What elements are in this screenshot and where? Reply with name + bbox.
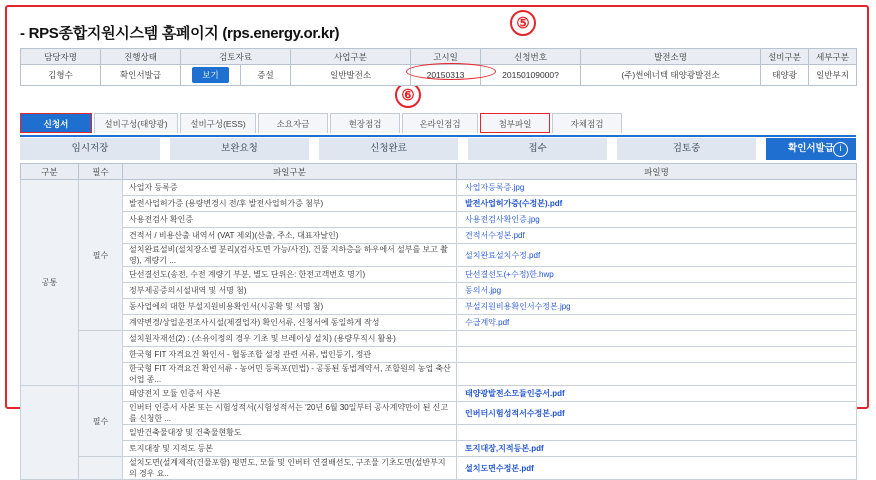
tab-application-form[interactable]: 신청서: [20, 113, 92, 133]
cell-category-common: 공통: [21, 180, 79, 386]
tab-funding[interactable]: 소요자금: [258, 113, 328, 133]
cell-file-name[interactable]: [457, 196, 857, 212]
table-row: [21, 347, 857, 363]
tab-bar: [20, 113, 856, 137]
cell-file-type: 사용전검사 확인증: [123, 212, 457, 228]
th-plant-name: 발전소명: [581, 49, 761, 65]
progress-arrow-2: [309, 138, 319, 160]
file-link[interactable]: 설치도면수정본.pdf: [465, 463, 534, 473]
td-plant-name: (주)썬에너텍 태양광발전소: [581, 65, 761, 86]
cell-file-name[interactable]: [457, 347, 857, 363]
cell-file-name[interactable]: [457, 283, 857, 299]
cell-file-type: 토지대장 및 지적도 등본: [123, 441, 457, 457]
progress-step-temp-save: 임시저장: [20, 138, 160, 160]
th-manager: 담당자명: [21, 49, 101, 65]
table-row: [21, 196, 857, 212]
cell-file-name[interactable]: [457, 244, 857, 267]
th-file-name: 파일명: [457, 164, 857, 180]
cell-file-type: 발전사업허가증 (용량변경시 전/후 발전사업허가증 첨부): [123, 196, 457, 212]
table-row: [21, 441, 857, 457]
cell-file-type: 인버터 인증서 사본 또는 시험성적서(시험성적서는 '20년 6월 30일부터 공사계약만이 된 신고를 신청한 ...: [123, 402, 457, 425]
td-review-doc[interactable]: [181, 65, 241, 86]
tab-facility-solar[interactable]: 설비구성(태양광): [94, 113, 178, 133]
cell-file-name[interactable]: [457, 299, 857, 315]
progress-step-reviewing: 검토중: [617, 138, 756, 160]
table-row: [21, 244, 857, 267]
application-no-highlight: [406, 63, 496, 80]
table-row: [21, 425, 857, 441]
td-detail-type: 일반부지: [809, 65, 857, 86]
table-row: [21, 331, 857, 347]
cell-file-name[interactable]: [457, 441, 857, 457]
file-link[interactable]: 발전사업허가증(수정본).pdf: [465, 199, 563, 208]
step-marker-6: ⑥: [395, 82, 421, 108]
tab-facility-ess[interactable]: 설비구성(ESS): [180, 113, 256, 133]
cell-file-name[interactable]: [457, 212, 857, 228]
file-link[interactable]: 인버터시험성적서수정본.pdf: [465, 408, 565, 418]
cell-required-3: 필수: [79, 386, 123, 457]
progress-step-received: 접수: [468, 138, 607, 160]
file-header-row: [21, 164, 857, 180]
table-row: [21, 315, 857, 331]
cell-category-blank: [21, 386, 79, 480]
table-row: [21, 180, 857, 196]
table-row: [21, 228, 857, 244]
table-row: [21, 457, 857, 480]
tab-self-inspection[interactable]: 자체점검: [552, 113, 622, 133]
td-notice-date: 20150313: [411, 65, 481, 86]
table-row: [21, 283, 857, 299]
tab-attachments[interactable]: 첨부파일: [480, 113, 550, 133]
page-title: - RPS종합지원시스템 홈페이지 (rps.energy.or.kr): [20, 25, 340, 42]
table-row: [21, 363, 857, 386]
summary-header-row: [21, 49, 857, 65]
table-row: [21, 212, 857, 228]
cell-file-type: 태양전지 모듈 인증서 사본: [123, 386, 457, 402]
table-row: [21, 299, 857, 315]
cell-file-name[interactable]: [457, 180, 857, 196]
table-row: [21, 386, 857, 402]
tab-online-inspection[interactable]: 온라인점검: [402, 113, 478, 133]
file-link[interactable]: 사업자등록증.jpg: [465, 183, 525, 192]
th-facility-type: 설비구분: [761, 49, 809, 65]
cell-file-type: 동사업에의 대한 부설지원비용확인서(시공확 및 서명 첨): [123, 299, 457, 315]
progress-step-supplement: 보완요청: [170, 138, 309, 160]
file-link[interactable]: 태양광발전소모듈인증서.pdf: [465, 389, 565, 398]
cell-file-name[interactable]: [457, 267, 857, 283]
cell-file-name[interactable]: [457, 386, 857, 402]
tab-site-inspection[interactable]: 현장점검: [330, 113, 400, 133]
th-status: 진행상태: [101, 49, 181, 65]
table-row: [21, 402, 857, 425]
table-row: [21, 267, 857, 283]
td-status: 확인서발급: [101, 65, 181, 86]
progress-arrow-3: [458, 138, 468, 160]
cell-required-1: 필수: [79, 180, 123, 331]
td-application-no[interactable]: 20150109000?: [481, 65, 581, 86]
th-detail-type: 세부구분: [809, 49, 857, 65]
th-file-type: 파일구분: [123, 164, 457, 180]
th-required: 필수: [79, 164, 123, 180]
file-link[interactable]: 수급계약.pdf: [465, 318, 510, 327]
progress-arrow-1: [160, 138, 170, 160]
file-link[interactable]: 설치완료설치수정.pdf: [465, 250, 541, 260]
th-review-doc: 검토자료: [181, 49, 291, 65]
cell-required-2: [79, 331, 123, 386]
cell-file-type: 단선결선도(송전, 수전 계량기 부분, 별도 단위은: 한전고객번호 명기): [123, 267, 457, 283]
file-link[interactable]: 견적서수정본.pdf: [465, 231, 525, 240]
progress-info-icon: i: [833, 142, 848, 157]
progress-bar: [20, 138, 856, 160]
cell-file-name[interactable]: [457, 457, 857, 480]
cell-file-name[interactable]: [457, 315, 857, 331]
cell-file-type: 사업자 등록증: [123, 180, 457, 196]
file-link[interactable]: 부설지원비용확인서수정본.jpg: [465, 302, 571, 311]
td-facility-type: 태양광: [761, 65, 809, 86]
attachment-file-table: [20, 163, 857, 480]
progress-arrow-5: [756, 138, 766, 160]
cell-file-type: 설치완료설비(설치장소별 분리)(검사도면 가능/사진), 건물 지하층을 하우에서 설부를 보고 촬영), 계량기 ...: [123, 244, 457, 267]
cell-file-type: 견적서 / 비용산출 내역서 (VAT 제외)(산출, 주소, 대표자날인): [123, 228, 457, 244]
th-business-type: 사업구분: [291, 49, 411, 65]
cell-file-type: 계약변경/상업운전조사시설(제결업자) 확인서류, 신청서에 동일하게 작성: [123, 315, 457, 331]
cell-file-type: 정부제공증의시설내역 및 서명 첨): [123, 283, 457, 299]
file-link[interactable]: 동의서.jpg: [465, 286, 502, 295]
td-manager: 김형수: [21, 65, 101, 86]
progress-step-issued: 확인서발급: [766, 138, 856, 160]
td-business-sub: 증설: [241, 65, 291, 86]
th-category: 구분: [21, 164, 79, 180]
cell-file-name[interactable]: [457, 363, 857, 386]
cell-file-type: 설치도면(설계제작(건물포함) 평면도, 모듈 및 인버터 연결배선도, 구조물 기초도면(설반부지의 경우 요..: [123, 457, 457, 480]
cell-file-type: 설치원자재선(2) : (소유이정의 경우 기초 및 브레이싱 설치) (용량무직시 활용): [123, 331, 457, 347]
progress-arrow-4: [607, 138, 617, 160]
cell-file-type: 일반건축물대장 및 건축물현황도: [123, 425, 457, 441]
cell-file-name[interactable]: [457, 228, 857, 244]
cell-file-type: 한국형 FIT 자격요건 확인서류 - 농어민 등록포(민법) - 공동된 동법계약서, 조합원의 농업 축산 어업 종...: [123, 363, 457, 386]
td-business-type: 일반발전소: [291, 65, 411, 86]
view-button[interactable]: 보기: [192, 67, 228, 83]
step-marker-5: ⑤: [510, 10, 536, 36]
cell-file-name[interactable]: [457, 331, 857, 347]
cell-required-4: [79, 457, 123, 480]
cell-file-name[interactable]: [457, 402, 857, 425]
cell-file-type: 한국형 FIT 자격요건 확인서 - 협동조합 설정 관련 서류, 법인등기, 정관: [123, 347, 457, 363]
cell-file-name[interactable]: [457, 425, 857, 441]
file-link[interactable]: 토지대장,지적등본.pdf: [465, 444, 544, 453]
file-link[interactable]: 사용전검사확인증.jpg: [465, 215, 540, 224]
progress-step-submitted: 신청완료: [319, 138, 458, 160]
file-link[interactable]: 단선결선도(+수정)한.hwp: [465, 270, 554, 279]
th-notice-date: 고시일: [411, 49, 481, 65]
th-application-no: 신청번호: [481, 49, 581, 65]
